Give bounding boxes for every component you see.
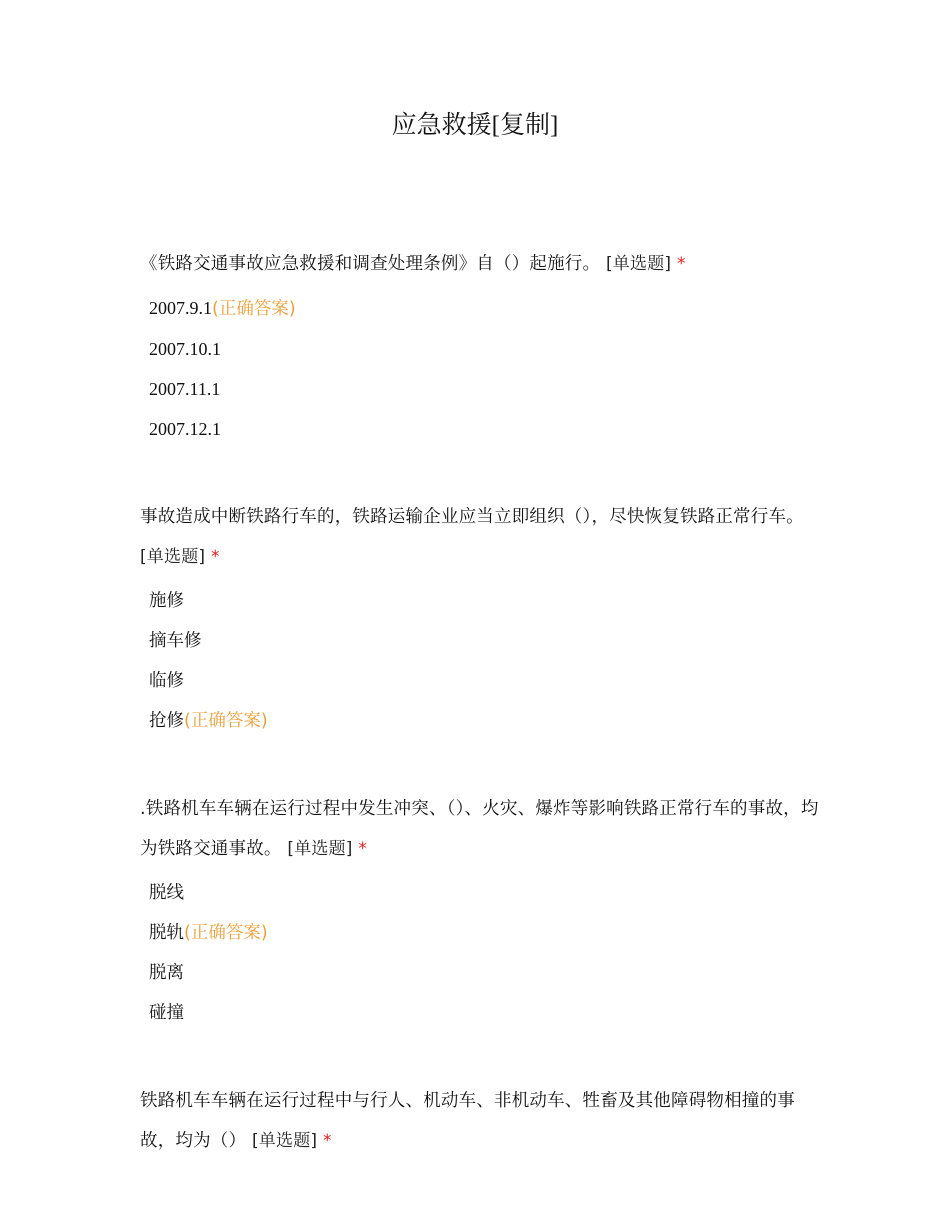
question-text: 《铁路交通事故应急救援和调查处理条例》自（）起施行。 — [140, 254, 601, 274]
question-3-options — [140, 873, 820, 1033]
question-type: [单选题] — [251, 1131, 318, 1151]
option — [140, 329, 820, 369]
option-text: 临修 — [149, 671, 184, 691]
option-text: 施修 — [149, 591, 184, 611]
question-text: .铁路机车车辆在运行过程中发生冲突、（）、火灾、爆炸等影响铁路正常行车的事故，均为铁路交通事故。 — [140, 799, 819, 859]
question-text: 铁路机车车辆在运行过程中与行人、机动车、非机动车、牲畜及其他障碍物相撞的事故，均为（） — [140, 1091, 795, 1151]
option-text: 2007.10.1 — [149, 339, 221, 359]
option — [140, 288, 820, 329]
correct-answer-label: (正确答案) — [212, 299, 296, 319]
option — [140, 993, 820, 1033]
option-text: 脱线 — [149, 883, 184, 903]
required-mark: * — [677, 254, 686, 274]
question-text: 事故造成中断铁路行车的，铁路运输企业应当立即组织（），尽快恢复铁路正常行车。 — [140, 507, 804, 527]
option — [140, 701, 820, 741]
option-text: 碰撞 — [149, 1003, 184, 1023]
question-list — [140, 244, 820, 1209]
option — [140, 661, 820, 701]
required-mark: * — [211, 547, 220, 567]
correct-answer-label: (正确答案) — [184, 923, 268, 943]
required-mark: * — [323, 1131, 332, 1151]
question-3-prompt — [140, 789, 820, 869]
option-text: 2007.11.1 — [149, 379, 221, 399]
page-title: 应急救援[复制] — [391, 112, 559, 139]
question-type: [单选题] — [140, 547, 206, 567]
question-type: [单选题] — [287, 839, 353, 859]
option-text: 脱离 — [149, 963, 184, 983]
question-2 — [140, 497, 820, 741]
option-text: 摘车修 — [149, 631, 202, 651]
option-text: 2007.9.1 — [149, 298, 212, 318]
question-4-prompt — [140, 1081, 820, 1161]
question-4 — [140, 1081, 820, 1161]
option — [140, 953, 820, 993]
correct-answer-label: (正确答案) — [184, 711, 268, 731]
question-2-prompt — [140, 497, 820, 577]
question-1-prompt — [140, 244, 820, 284]
option-text: 抢修 — [149, 711, 184, 731]
question-3 — [140, 789, 820, 1033]
question-2-options — [140, 581, 820, 741]
option-text: 2007.12.1 — [149, 419, 221, 439]
option — [140, 621, 820, 661]
question-1 — [140, 244, 820, 449]
option-text: 脱轨 — [149, 923, 184, 943]
option — [140, 581, 820, 621]
option — [140, 369, 820, 409]
question-1-options — [140, 288, 820, 449]
question-type: [单选题] — [605, 254, 672, 274]
option — [140, 409, 820, 449]
option — [140, 913, 820, 953]
required-mark: * — [358, 839, 368, 859]
option — [140, 873, 820, 913]
